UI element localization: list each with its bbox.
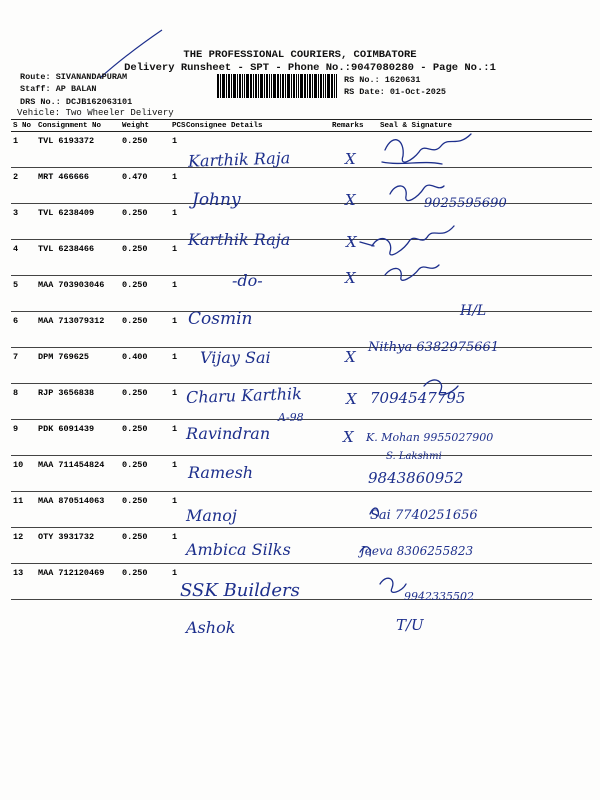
signature-note: S. Lakshmi [386,451,442,462]
handwritten-name: Vijay Sai [200,348,271,367]
col-weight: Weight [120,120,170,132]
row-consignment: MAA 711454824 [36,456,120,492]
row-sno: 7 [11,348,36,384]
row-sno: 3 [11,204,36,240]
row-pcs: 1 [170,564,184,600]
row-consignment: TVL 6238466 [36,240,120,276]
signature-note: Sai 7740251656 [370,508,478,523]
route-label: Route: SIVANANDAPURAM [20,72,128,82]
signature-12 [380,578,406,592]
row-sno: 13 [11,564,36,600]
row-weight: 0.250 [120,492,170,528]
signature-4 [385,265,439,280]
row-pcs: 1 [170,204,184,240]
signature-note: T/U [396,616,424,634]
handwritten-name: Manoj [186,506,237,525]
vehicle-label: Vehicle: Two Wheeler Delivery [17,108,174,118]
row-pcs: 1 [170,492,184,528]
row-pcs: 1 [170,132,184,168]
handwritten-name: Ramesh [188,463,254,482]
row-sno: 12 [11,528,36,564]
drs-label: DRS No.: DCJB162063101 [20,97,133,107]
signature-11 [360,547,370,556]
row-pcs: 1 [170,276,184,312]
row-pcs: 1 [170,240,184,276]
handwritten-name: Karthik Raja [187,148,291,171]
row-sno: 11 [11,492,36,528]
row-consignment: MAA 703903046 [36,276,120,312]
handwritten-name: Ambica Silks [186,540,291,559]
signature-note: Jeeva 8306255823 [360,544,474,558]
runsheet-subtitle: Delivery Runsheet - SPT - Phone No.:9047080280 - Page No.:1 [124,62,496,74]
remark-mark: X [345,348,356,366]
handwritten-name: Karthik Raja [188,230,291,249]
remark-mark: X [346,233,357,251]
col-sno: S No [11,120,36,132]
row-weight: 0.250 [120,456,170,492]
signature-2 [390,185,444,200]
handwritten-name: -do- [232,271,263,290]
remark-mark: X [345,191,356,209]
row-weight: 0.250 [120,132,170,168]
row-pcs: 1 [170,456,184,492]
signature-10 [370,508,378,516]
row-sno: 2 [11,168,36,204]
signature-note: 9025595690 [424,196,507,211]
row-pcs: 1 [170,384,184,420]
row-sno: 10 [11,456,36,492]
row-sno: 5 [11,276,36,312]
row-sno: 6 [11,312,36,348]
remark-mark: X [343,428,354,446]
row-sno: 8 [11,384,36,420]
handwritten-name: Ravindran [186,424,271,443]
handwritten-name: Charu Karthik [185,383,303,408]
row-sno: 4 [11,240,36,276]
row-pcs: 1 [170,528,184,564]
signature-note: K. Mohan 9955027900 [366,431,494,444]
col-remarks: Remarks [330,120,378,132]
row-weight: 0.400 [120,348,170,384]
row-weight: 0.250 [120,276,170,312]
row-consignment: MAA 870514063 [36,492,120,528]
signature-note: 9942335502 [404,590,474,603]
signature-3 [360,226,454,255]
handwritten-mark: A-98 [278,411,304,424]
row-consignment: DPM 769625 [36,348,120,384]
row-weight: 0.250 [120,528,170,564]
signature-note: H/L [460,303,487,319]
row-weight: 0.470 [120,168,170,204]
row-pcs: 1 [170,348,184,384]
row-consignment: OTY 3931732 [36,528,120,564]
remark-mark: X [346,390,357,408]
row-consignment: RJP 3656838 [36,384,120,420]
row-weight: 0.250 [120,240,170,276]
col-pcs: PCS [172,121,186,130]
row-weight: 0.250 [120,420,170,456]
remark-mark: X [345,269,356,287]
rs-number: RS No.: 1620631 [344,75,421,85]
handwritten-name: Cosmin [188,309,253,329]
row-consignment: MAA 712120469 [36,564,120,600]
signature-1 [382,134,471,164]
row-consignment: PDK 6091439 [36,420,120,456]
col-seal: Seal & Signature [378,120,592,132]
signature-note: 7094547795 [370,389,466,407]
row-weight: 0.250 [120,204,170,240]
row-weight: 0.250 [120,384,170,420]
staff-label: Staff: AP BALAN [20,84,97,94]
signature-7 [424,380,458,395]
row-sno: 1 [11,132,36,168]
row-consignment: MAA 713079312 [36,312,120,348]
col-consignment: Consignment No [36,120,120,132]
signature-note: Nithya 6382975661 [368,340,500,355]
signature-note: 9843860952 [368,469,464,487]
row-pcs: 1 [170,420,184,456]
row-sno: 9 [11,420,36,456]
handwritten-name: Johny [192,190,241,210]
row-pcs: 1 [170,312,184,348]
row-pcs: 1 [170,168,184,204]
handwritten-name: Ashok [186,618,236,637]
company-title: THE PROFESSIONAL COURIERS, COIMBATORE [183,49,417,61]
row-consignment: TVL 6193372 [36,132,120,168]
row-weight: 0.250 [120,564,170,600]
row-weight: 0.250 [120,312,170,348]
col-consignee: Consignee Details [184,120,330,132]
remark-mark: X [345,150,356,168]
row-consignment: TVL 6238409 [36,204,120,240]
handwritten-name: SSK Builders [180,580,300,601]
rs-date: RS Date: 01-Oct-2025 [344,87,447,97]
row-consignment: MRT 466666 [36,168,120,204]
